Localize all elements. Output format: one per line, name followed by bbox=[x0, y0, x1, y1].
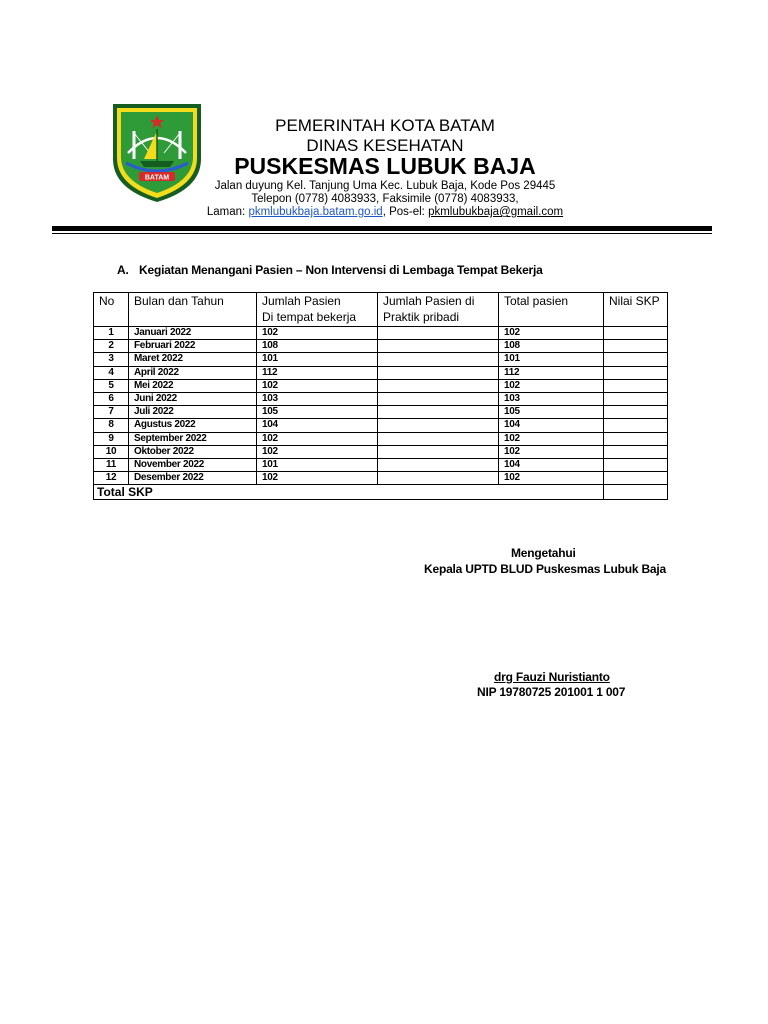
website-link[interactable]: pkmlubukbaja.batam.go.id bbox=[248, 206, 383, 218]
row-patients-workplace: 102 bbox=[257, 472, 378, 485]
row-month: September 2022 bbox=[129, 432, 257, 445]
row-total: 103 bbox=[499, 392, 604, 405]
row-patients-workplace: 102 bbox=[257, 445, 378, 458]
svg-text:BATAM: BATAM bbox=[144, 174, 170, 182]
row-patients-workplace: 102 bbox=[257, 379, 378, 392]
row-skp bbox=[604, 432, 668, 445]
header-address: Jalan duyung Kel. Tanjung Uma Kec. Lubuk Baja, Kode Pos 29445 bbox=[214, 180, 556, 192]
row-patients-workplace: 108 bbox=[257, 340, 378, 353]
table-row bbox=[94, 353, 668, 366]
header-government: PEMERINTAH KOTA BATAM bbox=[275, 116, 495, 135]
table-row bbox=[94, 340, 668, 353]
row-skp bbox=[604, 419, 668, 432]
table-row bbox=[94, 472, 668, 485]
row-no: 6 bbox=[94, 392, 129, 405]
table-row bbox=[94, 406, 668, 419]
section-number: A. bbox=[117, 263, 129, 277]
email-address[interactable]: pkmlubukbaja@gmail.com bbox=[428, 206, 564, 218]
table-row bbox=[94, 432, 668, 445]
row-patients-workplace: 101 bbox=[257, 458, 378, 471]
row-month: Mei 2022 bbox=[129, 379, 257, 392]
header-phone: Telepon (0778) 4083933, Faksimile (0778) 4083933, bbox=[251, 193, 519, 205]
row-skp bbox=[604, 379, 668, 392]
header-cell-skp-value: Nilai SKP bbox=[604, 293, 668, 327]
row-skp bbox=[604, 327, 668, 340]
table-header-row bbox=[94, 293, 668, 327]
row-patients-workplace: 102 bbox=[257, 327, 378, 340]
table-row bbox=[94, 458, 668, 471]
header-cell-total-patients: Total pasien bbox=[499, 293, 604, 327]
row-total: 112 bbox=[499, 366, 604, 379]
row-skp bbox=[604, 392, 668, 405]
row-no: 11 bbox=[94, 458, 129, 471]
row-patients-private bbox=[378, 419, 499, 432]
row-patients-private bbox=[378, 472, 499, 485]
row-patients-private bbox=[378, 327, 499, 340]
row-total: 101 bbox=[499, 353, 604, 366]
row-total: 102 bbox=[499, 432, 604, 445]
row-patients-workplace: 101 bbox=[257, 353, 378, 366]
row-total: 104 bbox=[499, 419, 604, 432]
row-patients-workplace: 102 bbox=[257, 432, 378, 445]
header-department: DINAS KESEHATAN bbox=[306, 136, 464, 155]
row-patients-private bbox=[378, 366, 499, 379]
row-total: 104 bbox=[499, 458, 604, 471]
header-cell-patients-workplace: Jumlah Pasien Di tempat bekerja bbox=[257, 293, 378, 327]
email-label: , Pos-el: bbox=[382, 206, 429, 218]
row-patients-private bbox=[378, 406, 499, 419]
row-skp bbox=[604, 366, 668, 379]
web-label: Laman: bbox=[206, 206, 249, 218]
row-month: Februari 2022 bbox=[129, 340, 257, 353]
signatory-position: Kepala UPTD BLUD Puskesmas Lubuk Baja bbox=[424, 562, 667, 576]
row-patients-workplace: 103 bbox=[257, 392, 378, 405]
row-patients-private bbox=[378, 379, 499, 392]
acknowledged-label: Mengetahui bbox=[511, 546, 576, 560]
header-cell-no: No bbox=[94, 293, 129, 327]
row-skp bbox=[604, 353, 668, 366]
row-month: Januari 2022 bbox=[129, 327, 257, 340]
row-month: Agustus 2022 bbox=[129, 419, 257, 432]
header-contacts bbox=[180, 206, 590, 218]
row-skp bbox=[604, 406, 668, 419]
row-patients-workplace: 105 bbox=[257, 406, 378, 419]
row-patients-private bbox=[378, 445, 499, 458]
row-patients-private bbox=[378, 458, 499, 471]
header-divider-thick bbox=[52, 226, 712, 231]
row-month: Oktober 2022 bbox=[129, 445, 257, 458]
total-row bbox=[94, 485, 668, 500]
row-month: Desember 2022 bbox=[129, 472, 257, 485]
header-title: PUSKESMAS LUBUK BAJA bbox=[234, 153, 536, 179]
row-total: 102 bbox=[499, 327, 604, 340]
row-total: 102 bbox=[499, 472, 604, 485]
patient-table bbox=[93, 292, 668, 500]
table-row bbox=[94, 419, 668, 432]
row-month: Maret 2022 bbox=[129, 353, 257, 366]
row-skp bbox=[604, 472, 668, 485]
row-no: 8 bbox=[94, 419, 129, 432]
signatory-name: drg Fauzi Nuristianto bbox=[494, 670, 610, 684]
row-skp bbox=[604, 445, 668, 458]
row-month: Juli 2022 bbox=[129, 406, 257, 419]
signatory-nip: NIP 19780725 201001 1 007 bbox=[477, 685, 626, 699]
row-no: 2 bbox=[94, 340, 129, 353]
row-total: 105 bbox=[499, 406, 604, 419]
section-title: Kegiatan Menangani Pasien – Non Intervensi di Lembaga Tempat Bekerja bbox=[139, 263, 543, 277]
row-no: 3 bbox=[94, 353, 129, 366]
table-row bbox=[94, 379, 668, 392]
section-heading bbox=[117, 263, 543, 277]
row-month: November 2022 bbox=[129, 458, 257, 471]
row-no: 5 bbox=[94, 379, 129, 392]
table-row bbox=[94, 327, 668, 340]
row-no: 10 bbox=[94, 445, 129, 458]
row-patients-workplace: 112 bbox=[257, 366, 378, 379]
row-no: 7 bbox=[94, 406, 129, 419]
row-skp bbox=[604, 458, 668, 471]
header-divider-thin bbox=[52, 233, 712, 234]
row-skp bbox=[604, 340, 668, 353]
header-cell-month: Bulan dan Tahun bbox=[129, 293, 257, 327]
table-row bbox=[94, 366, 668, 379]
row-month: April 2022 bbox=[129, 366, 257, 379]
table-row bbox=[94, 392, 668, 405]
total-skp-label: Total SKP bbox=[94, 485, 604, 500]
table-row bbox=[94, 445, 668, 458]
row-patients-private bbox=[378, 353, 499, 366]
total-skp-value bbox=[604, 485, 668, 500]
row-no: 4 bbox=[94, 366, 129, 379]
header-cell-patients-private: Jumlah Pasien di Praktik pribadi bbox=[378, 293, 499, 327]
row-total: 102 bbox=[499, 379, 604, 392]
row-no: 9 bbox=[94, 432, 129, 445]
row-no: 1 bbox=[94, 327, 129, 340]
row-month: Juni 2022 bbox=[129, 392, 257, 405]
row-patients-private bbox=[378, 432, 499, 445]
row-no: 12 bbox=[94, 472, 129, 485]
row-patients-private bbox=[378, 340, 499, 353]
row-patients-workplace: 104 bbox=[257, 419, 378, 432]
row-total: 102 bbox=[499, 445, 604, 458]
row-total: 108 bbox=[499, 340, 604, 353]
row-patients-private bbox=[378, 392, 499, 405]
